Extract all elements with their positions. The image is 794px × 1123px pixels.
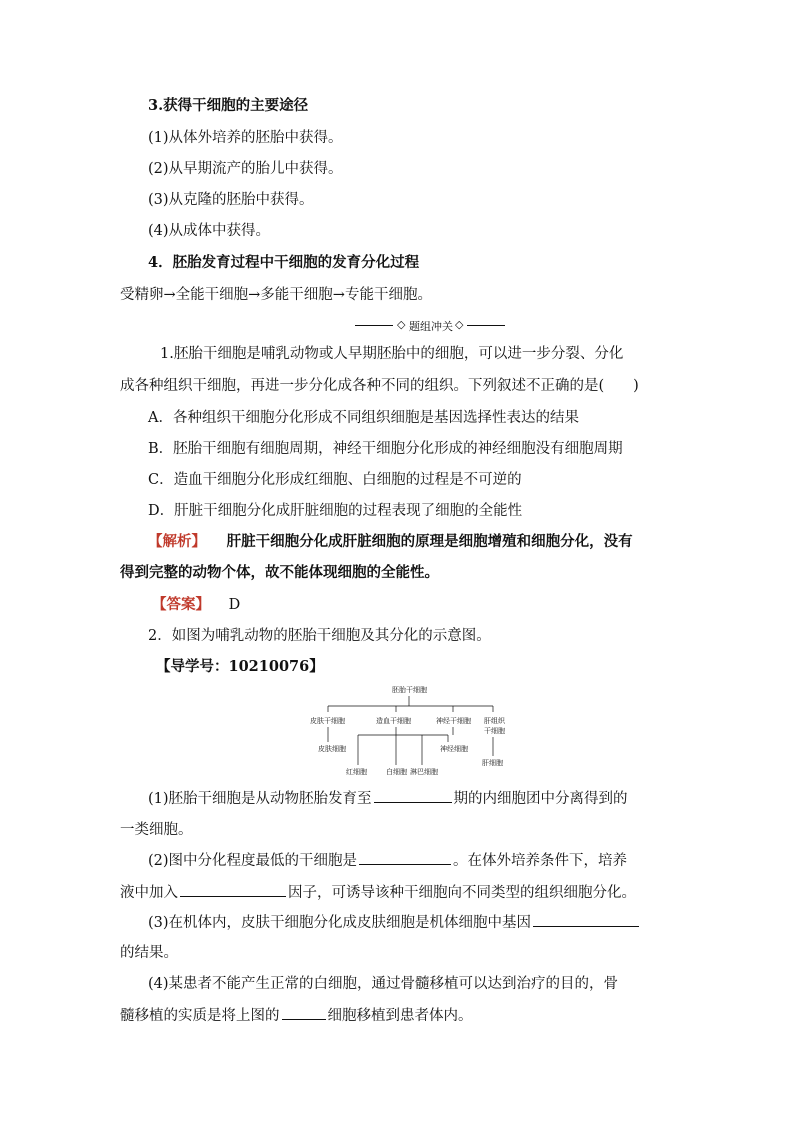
diagram-liver-stem-1: 肝组织 (484, 717, 505, 725)
diagram-skin-cell: 皮肤细胞 (318, 745, 346, 753)
section4-text: 受精卵→全能干细胞→多能干细胞→专能干细胞。 (120, 287, 432, 303)
diagram-red-cell: 红细胞 (346, 768, 367, 776)
diagram-root: 胚胎干细胞 (392, 686, 427, 694)
q2-p2-text-b: 。在体外培养条件下，培养 (453, 853, 628, 869)
section3-item-4: (4)从成体中获得。 (148, 223, 271, 239)
guide-number: 【导学号：10210076】 (156, 658, 324, 675)
blank-field[interactable] (282, 1005, 326, 1020)
blank-field[interactable] (374, 788, 452, 803)
stem-cell-diagram (300, 680, 520, 780)
diagram-lymph-cell: 淋巴细胞 (410, 768, 438, 776)
q2-p1-text-a: (1)胚胎干细胞是从动物胚胎发育至 (148, 791, 372, 807)
q2-part3-line2: 的结果。 (120, 945, 178, 961)
section3-item-1: (1)从体外培养的胚胎中获得。 (148, 130, 343, 146)
analysis-text-1: 肝脏干细胞分化成肝脏细胞的原理是细胞增殖和细胞分化，没有 (226, 533, 633, 550)
q2-p2-text-d: 因子，可诱导该种干细胞向不同类型的组织细胞分化。 (288, 885, 636, 901)
section3-title: 3.获得干细胞的主要途径 (148, 97, 309, 114)
analysis-label: 【解析】 (148, 533, 206, 550)
section3-item-2: (2)从早期流产的胎儿中获得。 (148, 161, 343, 177)
q2-p4-text-c: 细胞移植到患者体内。 (327, 1008, 473, 1024)
q2-part3-line1 (148, 912, 641, 933)
section4-title: 4．胚胎发育过程中干细胞的发育分化过程 (148, 254, 420, 271)
diagram-liver-cell: 肝细胞 (482, 759, 503, 767)
q2-p4-text-b: 髓移植的实质是将上图的 (120, 1008, 280, 1024)
q2-p3-text-a: (3)在机体内，皮肤干细胞分化成皮肤细胞是机体细胞中基因 (148, 915, 532, 931)
blank-field[interactable] (533, 912, 639, 927)
q2-part4-line1: (4)某患者不能产生正常的白细胞，通过骨髓移植可以达到治疗的目的，骨 (148, 976, 619, 992)
q1-stem-line2: 成各种组织干细胞，再进一步分化成各种不同的组织。下列叙述不正确的是( ) (120, 378, 639, 394)
q2-p2-text-c: 液中加入 (120, 885, 178, 901)
q1-analysis (148, 532, 633, 552)
q2-p1-text-b: 期的内细胞团中分离得到的 (453, 791, 628, 807)
q2-p2-text-a: (2)图中分化程度最低的干细胞是 (148, 853, 358, 869)
q2-part1-line2: 一类细胞。 (120, 822, 193, 838)
diagram-skin-stem: 皮肤干细胞 (310, 717, 345, 725)
diagram-blood-stem: 造血干细胞 (376, 717, 411, 725)
diamond-icon: ◇ (455, 318, 464, 331)
answer-label: 【答案】 (152, 596, 210, 613)
diagram-liver-stem-2: 干细胞 (484, 727, 505, 735)
q1-option-d: D．肝脏干细胞分化成肝脏细胞的过程表现了细胞的全能性 (148, 503, 523, 519)
blank-field[interactable] (359, 850, 451, 865)
analysis-text-2: 得到完整的动物个体，故不能体现细胞的全能性。 (120, 564, 439, 581)
divider-label: 题组冲关 (409, 320, 453, 333)
diagram-white-cell: 白细胞 (386, 768, 407, 776)
answer-value: D (228, 597, 241, 613)
section3-item-3: (3)从克隆的胚胎中获得。 (148, 192, 314, 208)
q2-part1-line1 (148, 788, 628, 809)
q1-option-a: A．各种组织干细胞分化形成不同组织细胞是基因选择性表达的结果 (148, 410, 579, 426)
diagram-nerve-cell: 神经细胞 (440, 745, 468, 753)
diagram-nerve-stem: 神经干细胞 (436, 717, 471, 725)
section-divider (355, 315, 505, 335)
q1-stem-line1: 1.胚胎干细胞是哺乳动物或人早期胚胎中的细胞，可以进一步分裂、分化 (160, 346, 624, 362)
q2-stem: 2．如图为哺乳动物的胚胎干细胞及其分化的示意图。 (148, 628, 491, 644)
diamond-icon: ◇ (397, 318, 406, 331)
q2-part2-line1 (148, 850, 627, 871)
q1-answer (152, 595, 240, 615)
q2-part4-line2 (120, 1005, 473, 1026)
blank-field[interactable] (180, 882, 286, 897)
q2-part2-line2 (120, 882, 636, 903)
q1-option-c: C．造血干细胞分化形成红细胞、白细胞的过程是不可逆的 (148, 472, 522, 488)
q1-option-b: B．胚胎干细胞有细胞周期，神经干细胞分化形成的神经细胞没有细胞周期 (148, 441, 623, 457)
